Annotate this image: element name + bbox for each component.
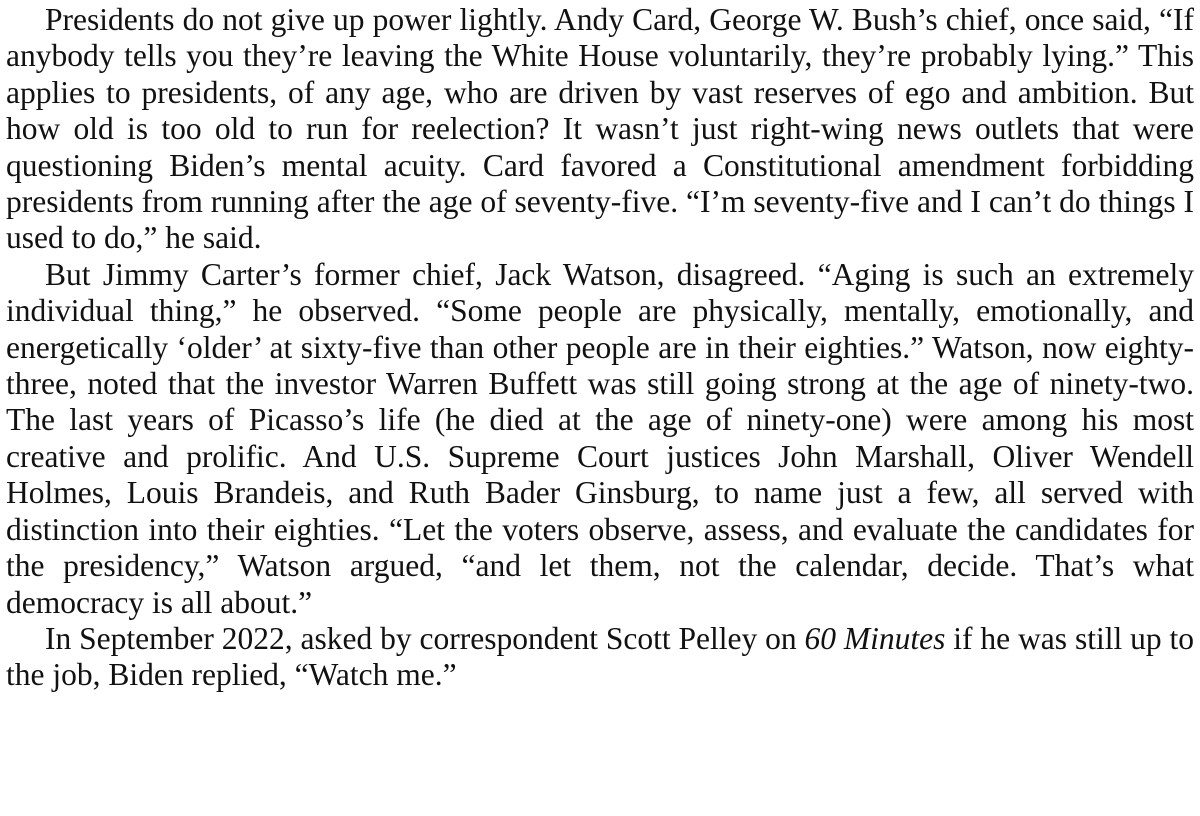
- show-title-italic: 60 Minutes: [804, 620, 946, 656]
- paragraph-biden-reply-tail: if he was still up to the job, Biden replied, “Watch me.”: [6, 620, 1195, 693]
- document-page: [0, 2, 1200, 816]
- paragraph-biden-reply-lead: In September 2022, asked by correspondent Scott Pelley on: [45, 620, 805, 656]
- paragraph-card-quote: Presidents do not give up power lightly. Andy Card, George W. Bush’s chief, once said, “If anybody tells you they’re leaving the White House voluntarily, they’re probably lying.” This applies to presidents, of any age, who are driven by vast reserves of ego and ambition. But how old is too old to run for reelection? It wasn’t just right-wing news outlets that were questioning Biden’s mental acuity. Card favored a Constitutional amendment forbidding presidents from running after the age of seventy-five. “I’m seventy-five and I can’t do things I used to do,” he said.: [6, 2, 1194, 256]
- paragraph-biden-reply: [6, 621, 1194, 694]
- paragraph-watson-quote: But Jimmy Carter’s former chief, Jack Watson, disagreed. “Aging is such an extremely individual thing,” he observed. “Some people are physically, mentally, emotionally, and energetically ‘older’ at sixty-five than other people are in their eighties.” Watson, now eighty-three, noted that the investor Warren Buffett was still going strong at the age of ninety-two. The last years of Picasso’s life (he died at the age of ninety-one) were among his most creative and prolific. And U.S. Supreme Court justices John Marshall, Oliver Wendell Holmes, Louis Brandeis, and Ruth Bader Ginsburg, to name just a few, all served with distinction into their eighties. “Let the voters observe, assess, and evaluate the candidates for the presidency,” Watson argued, “and let them, not the calendar, decide. That’s what democracy is all about.”: [6, 256, 1194, 620]
